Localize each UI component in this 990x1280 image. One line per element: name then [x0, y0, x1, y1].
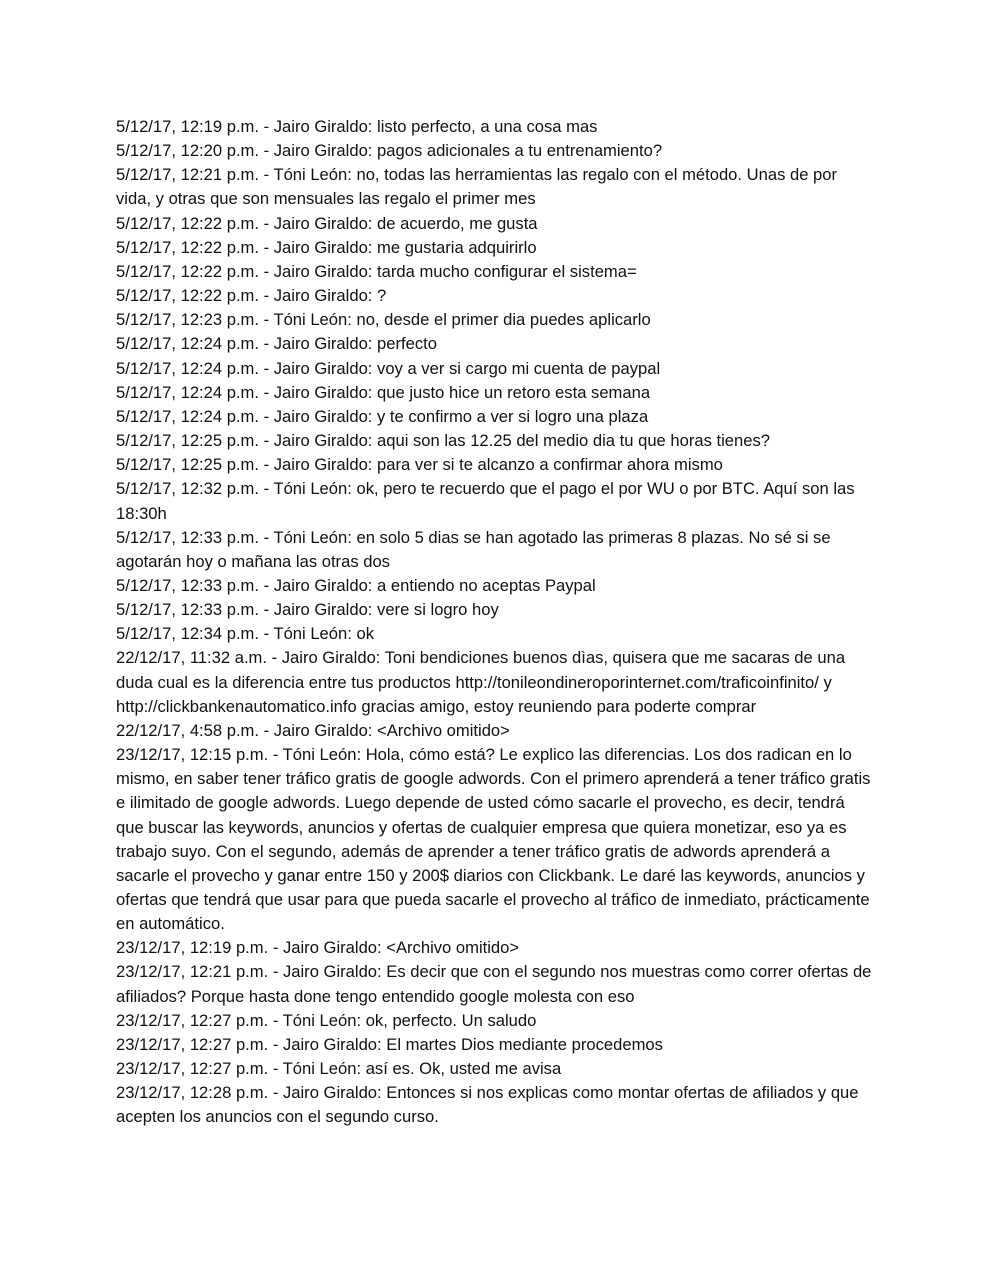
- chat-message: 5/12/17, 12:24 p.m. - Jairo Giraldo: que justo hice un retoro esta semana: [116, 382, 651, 402]
- chat-message: 5/12/17, 12:24 p.m. - Jairo Giraldo: voy a ver si cargo mi cuenta de paypal: [116, 358, 661, 378]
- chat-message: 5/12/17, 12:33 p.m. - Jairo Giraldo: vere si logro hoy: [116, 600, 499, 620]
- chat-message: 5/12/17, 12:33 p.m. - Tóni León: en solo 5 dias se han agotado las primeras 8 plazas. No sé si se agotarán hoy o mañana las otras dos: [116, 527, 831, 571]
- chat-message: 5/12/17, 12:24 p.m. - Jairo Giraldo: perfecto: [116, 334, 437, 354]
- chat-message: 5/12/17, 12:33 p.m. - Jairo Giraldo: a entiendo no aceptas Paypal: [116, 575, 596, 595]
- chat-message: 23/12/17, 12:19 p.m. - Jairo Giraldo: <Archivo omitido>: [116, 938, 520, 958]
- chat-message: 5/12/17, 12:22 p.m. - Jairo Giraldo: tarda mucho configurar el sistema=: [116, 261, 637, 281]
- chat-message: 23/12/17, 12:28 p.m. - Jairo Giraldo: Entonces si nos explicas como montar ofertas de afiliados y que acepten los anuncios con el segundo curso.: [116, 1083, 859, 1127]
- chat-message: 5/12/17, 12:19 p.m. - Jairo Giraldo: listo perfecto, a una cosa mas: [116, 117, 598, 136]
- chat-message: 5/12/17, 12:20 p.m. - Jairo Giraldo: pagos adicionales a tu entrenamiento?: [116, 141, 663, 161]
- chat-message: 5/12/17, 12:32 p.m. - Tóni León: ok, pero te recuerdo que el pago el por WU o por BTC. Aquí son las 18:30h: [116, 479, 855, 523]
- chat-message: 5/12/17, 12:25 p.m. - Jairo Giraldo: aqui son las 12.25 del medio dia tu que horas tienes?: [116, 431, 771, 451]
- chat-message: 23/12/17, 12:15 p.m. - Tóni León: Hola, cómo está? Le explico las diferencias. Los dos radican en lo mismo, en saber tener tráfico gratis de google adwords. Con el primero aprenderá a tener tráfico gratis e ilimitado de google adwords. Luego depende de usted cómo sacarle el provecho, es decir, tendrá que buscar las keywords, anuncios y ofertas de cualquier empresa que quiera monetizar, eso ya es trabajo suyo. Con el segundo, además de aprender a tener tráfico gratis de adwords aprenderá a sacarle el provecho y ganar entre 150 y 200$ diarios con Clickbank. Le daré las keywords, anuncios y ofertas que tendrá que usar para que pueda sacarle el provecho al tráfico de inmediato, prácticamente en automático.: [116, 745, 871, 934]
- chat-message: 5/12/17, 12:21 p.m. - Tóni León: no, todas las herramientas las regalo con el método. Unas de por vida, y otras que son mensuales las regalo el primer mes: [116, 165, 838, 209]
- chat-transcript: [116, 115, 876, 1130]
- chat-message: 5/12/17, 12:23 p.m. - Tóni León: no, desde el primer dia puedes aplicarlo: [116, 310, 651, 330]
- chat-message: 22/12/17, 11:32 a.m. - Jairo Giraldo: Toni bendiciones buenos dìas, quisera que me sacaras de una duda cual es la diferencia entre tus productos http://tonileondineroporinternet.com/traficoinfinito/ y http://clickbankenautomatico.info gracias amigo, estoy reuniendo para poderte comprar: [116, 648, 846, 716]
- chat-message: 5/12/17, 12:22 p.m. - Jairo Giraldo: de acuerdo, me gusta: [116, 213, 538, 233]
- chat-message: 5/12/17, 12:34 p.m. - Tóni León: ok: [116, 624, 374, 644]
- chat-message: 5/12/17, 12:24 p.m. - Jairo Giraldo: y te confirmo a ver si logro una plaza: [116, 406, 649, 426]
- chat-message: 22/12/17, 4:58 p.m. - Jairo Giraldo: <Archivo omitido>: [116, 720, 510, 740]
- chat-message: 23/12/17, 12:27 p.m. - Tóni León: así es. Ok, usted me avisa: [116, 1059, 562, 1079]
- chat-message: 23/12/17, 12:21 p.m. - Jairo Giraldo: Es decir que con el segundo nos muestras como correr ofertas de afiliados? Porque hasta done tengo entendido google molesta con eso: [116, 962, 872, 1006]
- chat-message: 5/12/17, 12:22 p.m. - Jairo Giraldo: me gustaria adquirirlo: [116, 237, 537, 257]
- chat-message: 5/12/17, 12:25 p.m. - Jairo Giraldo: para ver si te alcanzo a confirmar ahora mismo: [116, 455, 723, 475]
- chat-message: 23/12/17, 12:27 p.m. - Tóni León: ok, perfecto. Un saludo: [116, 1010, 537, 1030]
- chat-message: 5/12/17, 12:22 p.m. - Jairo Giraldo: ?: [116, 286, 387, 306]
- chat-message: 23/12/17, 12:27 p.m. - Jairo Giraldo: El martes Dios mediante procedemos: [116, 1034, 663, 1054]
